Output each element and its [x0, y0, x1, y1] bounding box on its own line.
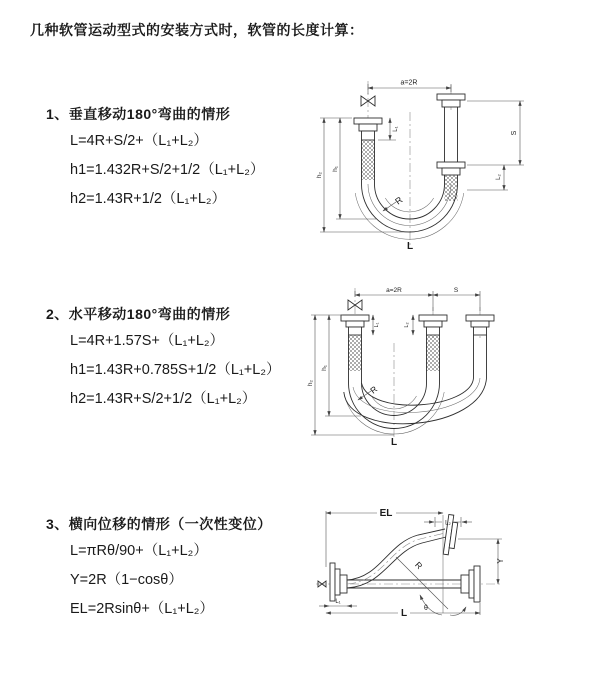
flange-plate	[354, 118, 382, 124]
dim-label-l1: L₁	[335, 599, 341, 605]
formula-3-length: L=πRθ/90+（L₁+L₂）	[70, 543, 208, 559]
dim-label-l1: L₁	[374, 322, 380, 328]
dim-label-h2: h₂	[316, 171, 323, 179]
formula-3-el: EL=2Rsinθ+（L₁+L₂）	[70, 601, 214, 617]
radius-label: R	[368, 383, 380, 396]
page-title: 几种软管运动型式的安装方式时，软管的长度计算：	[30, 22, 364, 38]
dim-label-h2: h₂	[307, 379, 314, 387]
formula-2-h2: h2=1.43R+S/2+1/2（L₁+L₂）	[70, 391, 257, 407]
section-vertical-180	[46, 104, 264, 219]
flange-left	[341, 315, 369, 383]
dim-label-l2: L₂	[445, 520, 451, 527]
angle-arc	[450, 607, 466, 615]
dim-label-l2: L₂	[404, 322, 410, 328]
flange-middle	[419, 315, 447, 383]
dim-label-l1: L₁	[393, 126, 399, 132]
formula-2-h1: h1=1.43R+0.785S+1/2（L₁+L₂）	[70, 362, 281, 378]
dim-label-l: L	[406, 241, 414, 252]
dim-label-y: Y	[496, 558, 505, 564]
flange-right	[461, 566, 480, 602]
radius-label: R	[413, 559, 425, 572]
hose-bend-shifted	[344, 378, 487, 424]
flange-plate	[359, 124, 377, 131]
diagram-lateral-displacement	[298, 503, 588, 623]
formula-3-y: Y=2R（1−cosθ）	[70, 572, 183, 588]
centerline	[355, 288, 480, 440]
theta-label: θ	[424, 605, 428, 612]
dim-label-l: L	[390, 437, 398, 448]
formula-1-h1: h1=1.432R+S/2+1/2（L₁+L₂）	[70, 162, 265, 178]
flange-plate	[442, 100, 460, 107]
flange-plate	[437, 94, 465, 100]
braided-hose	[362, 140, 375, 180]
section-1-heading: 1、垂直移动180°弯曲的情形	[46, 106, 231, 122]
radius-label: R	[393, 194, 405, 207]
formula-1-h2: h2=1.43R+1/2（L₁+L₂）	[70, 191, 227, 207]
dim-label-l: L	[400, 608, 408, 619]
section-3-heading: 3、横向位移的情形（一次性变位）	[46, 516, 272, 532]
diagram-vertical-180-bend	[306, 72, 588, 252]
section-lateral-displacement	[46, 514, 272, 629]
dim-label-el: EL	[379, 508, 393, 519]
dim-label-h1: h₁	[332, 166, 339, 172]
dim-label-l2: L₂	[496, 174, 502, 180]
dim-label-a2r: a=2R	[386, 287, 402, 294]
dim-label-a2r: a=2R	[400, 79, 418, 87]
flange-right	[466, 315, 494, 378]
flange-plate	[437, 162, 465, 168]
formula-1-length: L=4R+S/2+（L₁+L₂）	[70, 133, 208, 149]
section-horizontal-180	[46, 304, 280, 419]
dim-label-s: S	[453, 287, 459, 294]
dim-label-h1: h₁	[321, 365, 328, 371]
section-2-heading: 2、水平移动180°弯曲的情形	[46, 306, 231, 322]
dim-label-s: S	[511, 130, 518, 136]
flange-plate	[442, 168, 460, 175]
hose-stem	[362, 131, 375, 140]
diagram-horizontal-180-bend	[303, 283, 588, 448]
flange-left	[330, 563, 347, 601]
formula-2-length: L=4R+1.57S+（L₁+L₂）	[70, 333, 225, 349]
